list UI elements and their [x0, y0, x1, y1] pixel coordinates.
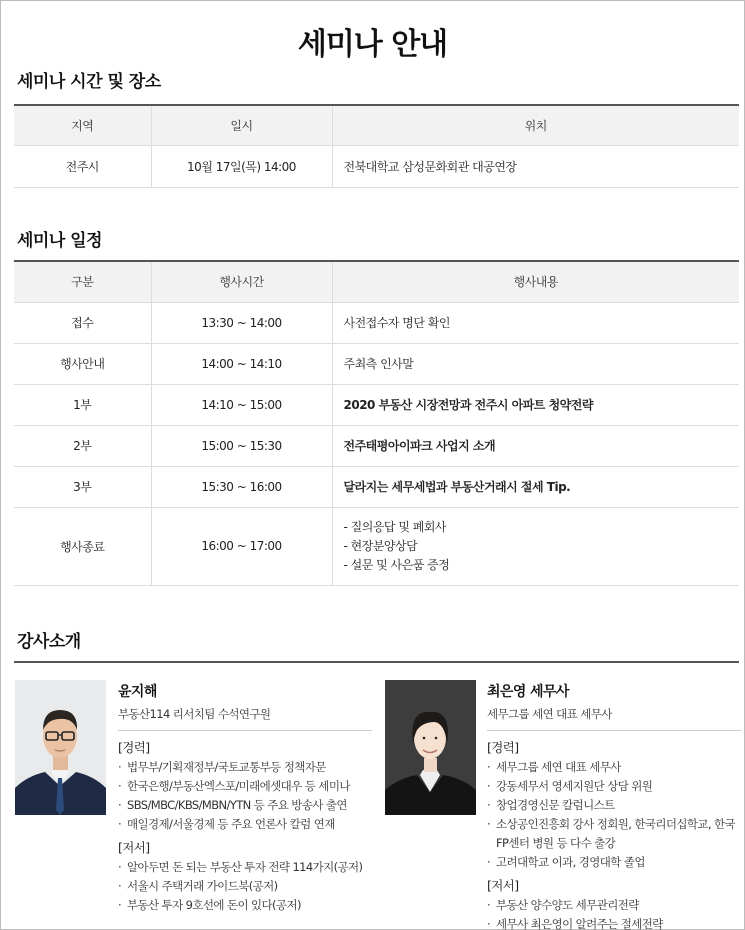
section-title-venue: 세미나 시간 및 장소 — [17, 72, 161, 92]
list-item: · 소상공인진흥회 강사 정회원, 한국리더십학교, 한국FP센터 병원 등 다수 출강 — [487, 815, 741, 853]
content-line: - 질의응답 및 폐회사 — [343, 519, 447, 534]
speaker-photo — [15, 680, 106, 815]
list-item: · 서울시 주택거래 가이드북(공저) — [118, 877, 372, 896]
column-header: 구분 — [14, 261, 151, 302]
part-cell: 3부 — [14, 466, 151, 507]
column-header: 행사시간 — [151, 261, 332, 302]
section-title-speakers: 강사소개 — [17, 632, 81, 652]
content-line: - 현장분양상담 — [343, 538, 418, 553]
speaker-photo — [385, 680, 476, 815]
table-header-row — [14, 261, 739, 302]
table-row — [14, 466, 739, 507]
books-label: [저서] — [487, 878, 519, 893]
part-cell: 행사종료 — [14, 507, 151, 585]
career-list — [118, 758, 372, 834]
part-cell: 1부 — [14, 384, 151, 425]
part-cell: 접수 — [14, 302, 151, 343]
schedule-table — [14, 260, 739, 586]
time-cell: 15:00 ~ 15:30 — [151, 425, 332, 466]
career-label: [경력] — [118, 740, 150, 755]
list-item: · SBS/MBC/KBS/MBN/YTN 등 주요 방송사 출연 — [118, 796, 372, 815]
table-row — [14, 343, 739, 384]
section-divider — [14, 661, 739, 663]
part-cell: 행사안내 — [14, 343, 151, 384]
content-cell: 사전접수자 명단 확인 — [332, 302, 739, 343]
column-header: 지역 — [14, 105, 151, 145]
region-cell: 전주시 — [14, 145, 151, 187]
speaker-card — [487, 681, 741, 930]
column-header: 일시 — [151, 105, 332, 145]
table-row — [14, 145, 739, 187]
part-cell: 2부 — [14, 425, 151, 466]
content-cell: 2020 부동산 시장전망과 전주시 아파트 청약전략 — [332, 384, 739, 425]
content-cell: 주최측 인사말 — [332, 343, 739, 384]
datetime-cell: 10월 17일(목) 14:00 — [151, 145, 332, 187]
list-item: · 한국은행/부동산엑스포/미래에셋대우 등 세미나 — [118, 777, 372, 796]
table-row — [14, 384, 739, 425]
career-label: [경력] — [487, 740, 519, 755]
speaker-name: 최은영 세무사 — [487, 684, 569, 700]
page-title: 세미나 안내 — [297, 27, 448, 62]
speaker-card — [118, 681, 372, 919]
table-header-row — [14, 105, 739, 145]
list-item: · 알아두면 돈 되는 부동산 투자 전략 114가지(공저) — [118, 858, 372, 877]
list-item: · 세무사 최은영이 알려주는 절세전략 — [487, 915, 741, 930]
column-header: 행사내용 — [332, 261, 739, 302]
time-cell: 14:00 ~ 14:10 — [151, 343, 332, 384]
content-line: - 설문 및 사은품 증정 — [343, 557, 450, 572]
section-title-schedule: 세미나 일정 — [17, 231, 103, 251]
time-cell: 14:10 ~ 15:00 — [151, 384, 332, 425]
time-cell: 16:00 ~ 17:00 — [151, 507, 332, 585]
speaker-role: 세무그룹 세연 대표 세무사 — [487, 706, 741, 731]
time-cell: 13:30 ~ 14:00 — [151, 302, 332, 343]
content-cell: 달라지는 세무세법과 부동산거래시 절세 Tip. — [332, 466, 739, 507]
list-item: · 고려대학교 이과, 경영대학 졸업 — [487, 853, 741, 872]
column-header: 위치 — [332, 105, 739, 145]
list-item: · 세무그룹 세연 대표 세무사 — [487, 758, 741, 777]
table-row — [14, 507, 739, 585]
speaker-name: 윤지해 — [118, 684, 157, 700]
list-item: · 강동세무서 영세지원단 상담 위원 — [487, 777, 741, 796]
table-row — [14, 302, 739, 343]
list-item: · 법무부/기획재정부/국토교통부등 정책자문 — [118, 758, 372, 777]
list-item: · 매일경제/서울경제 등 주요 언론사 칼럼 연재 — [118, 815, 372, 834]
speaker-role: 부동산114 리서치팀 수석연구원 — [118, 706, 372, 731]
venue-table — [14, 104, 739, 188]
career-list — [487, 758, 741, 872]
list-item: · 부동산 양수양도 세무관리전략 — [487, 896, 741, 915]
table-row — [14, 425, 739, 466]
books-list — [487, 896, 741, 930]
books-list — [118, 858, 372, 915]
list-item: · 창업경영신문 칼럼니스트 — [487, 796, 741, 815]
content-cell — [332, 507, 739, 585]
time-cell: 15:30 ~ 16:00 — [151, 466, 332, 507]
list-item: · 부동산 투자 9호선에 돈이 있다(공저) — [118, 896, 372, 915]
content-cell: 전주태평아이파크 사업지 소개 — [332, 425, 739, 466]
location-cell: 전북대학교 삼성문화회관 대공연장 — [332, 145, 739, 187]
books-label: [저서] — [118, 840, 150, 855]
